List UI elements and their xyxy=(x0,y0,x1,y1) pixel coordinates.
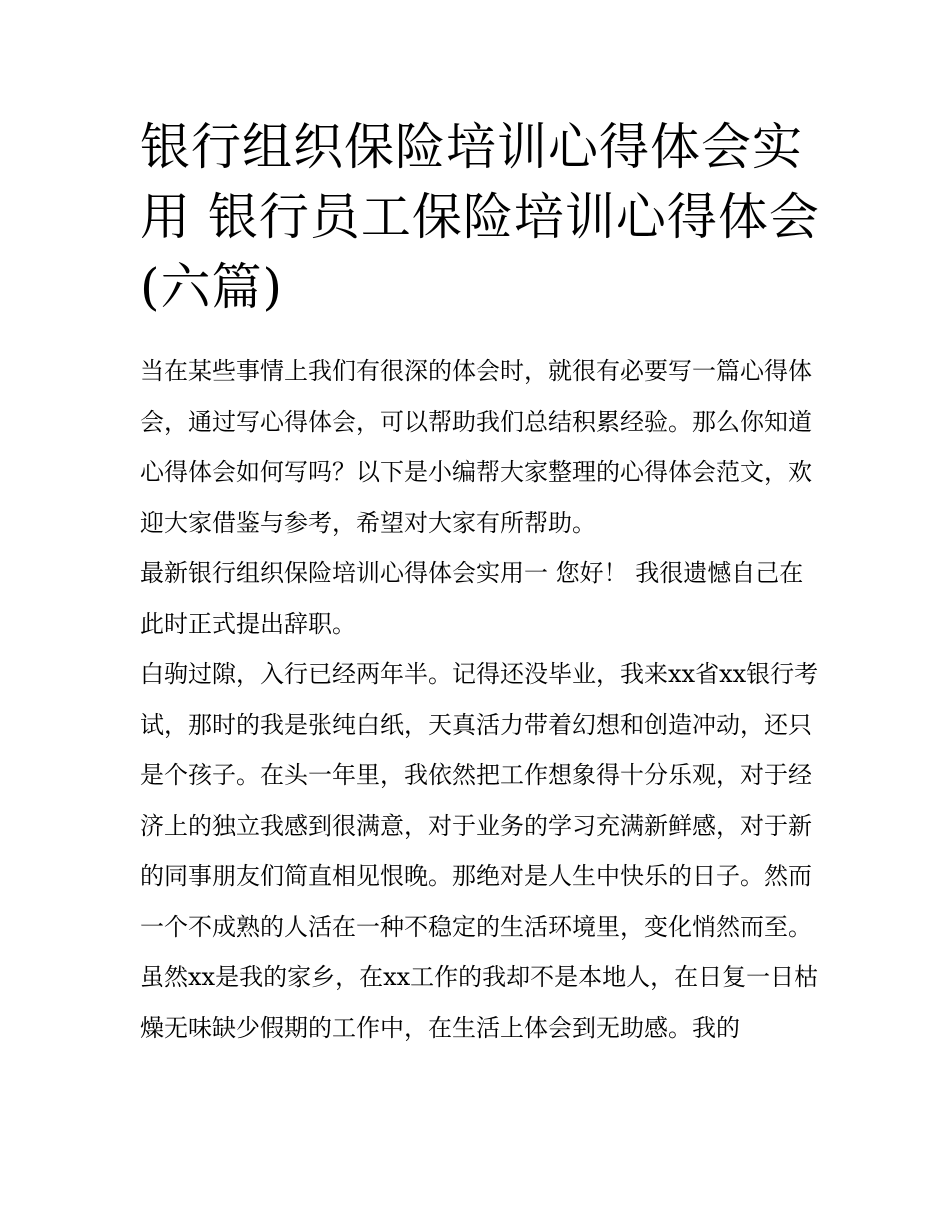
document-content xyxy=(140,112,820,1053)
document-body xyxy=(140,346,820,1053)
paragraph-experience: 白驹过隙，入行已经两年半。记得还没毕业，我来xx省xx银行考试，那时的我是张纯白纸，天真活力带着幻想和创造冲动，还只是个孩子。在头一年里，我依然把工作想象得十分乐观，对于经济上的独立我感到很满意，对于业务的学习充满新鲜感，对于新的同事朋友们简直相见恨晚。那绝对是人生中快乐的日子。然而一个不成熟的人活在一种不稳定的生活环境里，变化悄然而至。 xyxy=(140,660,819,941)
document-title: 银行组织保险培训心得体会实用 银行员工保险培训心得体会(六篇) xyxy=(140,118,820,316)
paragraph-intro: 当在某些事情上我们有很深的体会时，就很有必要写一篇心得体会，通过写心得体会，可以帮助我们总结积累经验。那么你知道心得体会如何写吗？以下是小编帮大家整理的心得体会范文，欢迎大家借鉴与参考，希望对大家有所帮助。 xyxy=(140,357,812,537)
paragraph-hometown: 虽然xx是我的家乡，在xx工作的我却不是本地人，在日复一日枯燥无味缺少假期的工作中，在生活上体会到无助感。我的 xyxy=(140,963,819,1042)
paragraph-resignation: 最新银行组织保险培训心得体会实用一 您好！ 我很遗憾自己在此时正式提出辞职。 xyxy=(140,559,804,638)
